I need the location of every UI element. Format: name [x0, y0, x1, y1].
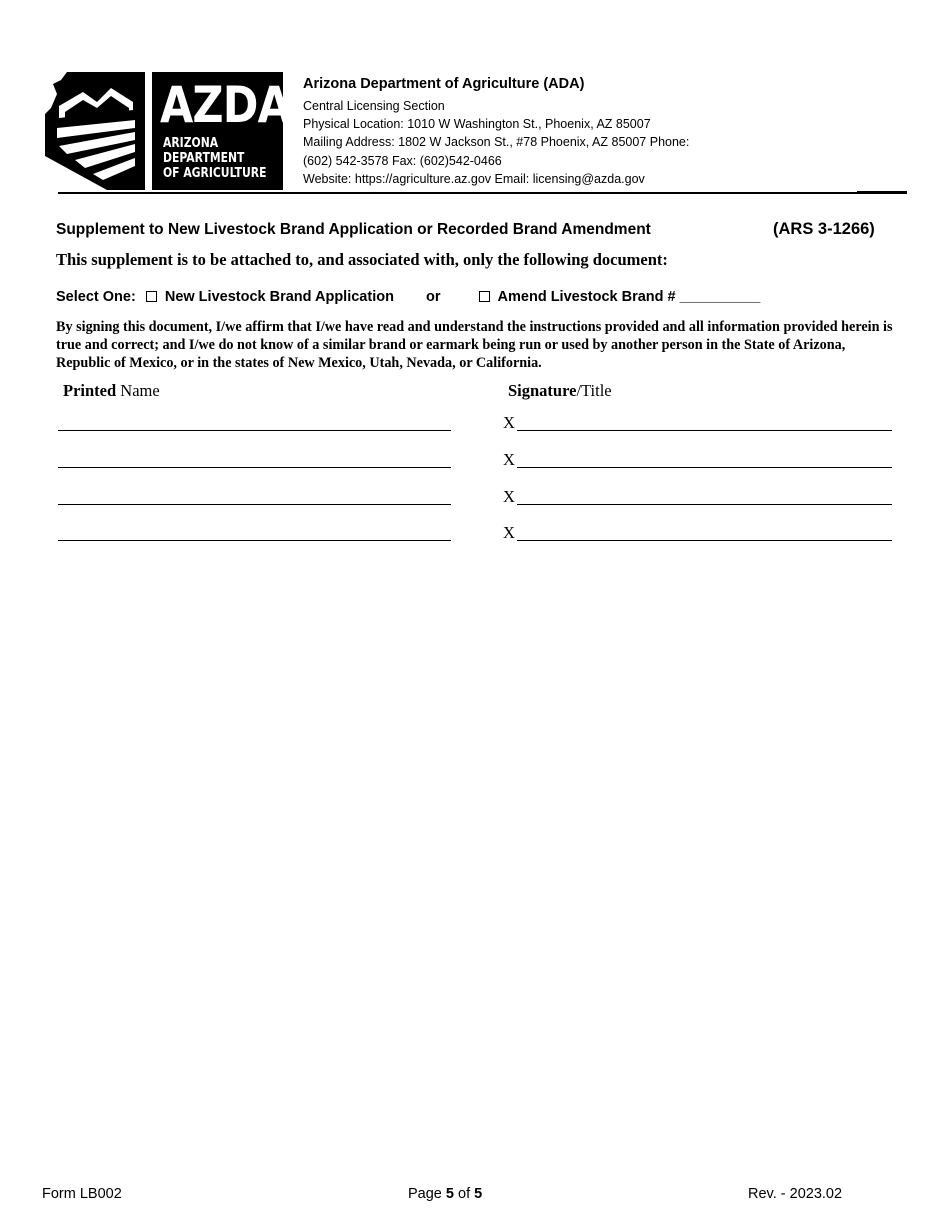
form-title: Supplement to New Livestock Brand Application or Recorded Brand Amendment [56, 221, 651, 238]
signature-bold: Signature [508, 381, 577, 400]
footer-form-id: Form LB002 [42, 1186, 122, 1202]
affirmation-text: By signing this document, I/we affirm that I/we have read and understand the instructions provided and all information provided herein is true and correct; and I/we do not know of a similar brand or earmark being run or used by another person in the State of Arizona, Republic of Mexico, or in the states of New Mexico, Utah, Nevada, or California. [56, 319, 893, 371]
logo-line-arizona: ARIZONA [163, 135, 219, 151]
website-email: Website: https://agriculture.az.gov Email: licensing@azda.gov [303, 172, 645, 186]
signature-x-mark: X [503, 450, 515, 469]
signature-x-mark: X [503, 413, 515, 432]
phone-fax: (602) 542-3578 Fax: (602)542-0466 [303, 154, 502, 168]
signature-x-mark: X [503, 523, 515, 542]
attachment-note: This supplement is to be attached to, and associated with, only the following document: [56, 250, 668, 269]
signature-field-4[interactable] [517, 540, 892, 541]
physical-location: Physical Location: 1010 W Washington St., Phoenix, AZ 85007 [303, 117, 651, 131]
signature-field-1[interactable] [517, 430, 892, 431]
signature-field-2[interactable] [517, 467, 892, 468]
printed-bold: Printed [63, 381, 117, 400]
signature-title-header [508, 381, 612, 401]
or-separator: or [425, 289, 441, 305]
header-divider [58, 192, 858, 194]
printed-name-field-1[interactable] [58, 430, 451, 431]
new-application-checkbox[interactable] [146, 291, 157, 302]
agency-name: Arizona Department of Agriculture (ADA) [303, 76, 585, 92]
page-prefix: Page [408, 1186, 446, 1202]
signature-field-3[interactable] [517, 504, 892, 505]
logo-line-department: DEPARTMENT [163, 150, 245, 166]
azda-logo [152, 72, 290, 190]
logo-wordmark: AZDA [160, 76, 290, 134]
printed-name-field-4[interactable] [58, 540, 451, 541]
printed-name-header [63, 381, 160, 401]
name-rest: Name [116, 381, 160, 400]
footer-page-number [408, 1186, 482, 1202]
amend-brand-label: Amend Livestock Brand # __________ [497, 289, 761, 305]
logo-line-agriculture: OF AGRICULTURE [163, 165, 267, 181]
page-of: of [453, 1186, 475, 1202]
select-one-row [56, 289, 760, 305]
amend-brand-checkbox[interactable] [479, 291, 490, 302]
select-one-label: Select One: [56, 289, 136, 305]
mailing-address: Mailing Address: 1802 W Jackson St., #78 Phoenix, AZ 85007 Phone: [303, 135, 690, 149]
page-current: 5 [445, 1186, 454, 1202]
title-rest: /Title [576, 381, 612, 400]
signature-x-mark: X [503, 487, 515, 506]
printed-name-field-3[interactable] [58, 504, 451, 505]
new-application-label: New Livestock Brand Application [164, 289, 394, 305]
arizona-map-logo-icon [45, 72, 145, 190]
footer-revision: Rev. - 2023.02 [748, 1186, 843, 1202]
printed-name-field-2[interactable] [58, 467, 451, 468]
statute-reference: (ARS 3-1266) [773, 220, 875, 238]
page-total: 5 [474, 1186, 483, 1202]
header-divider-accent [857, 191, 907, 194]
agency-section: Central Licensing Section [303, 99, 445, 113]
